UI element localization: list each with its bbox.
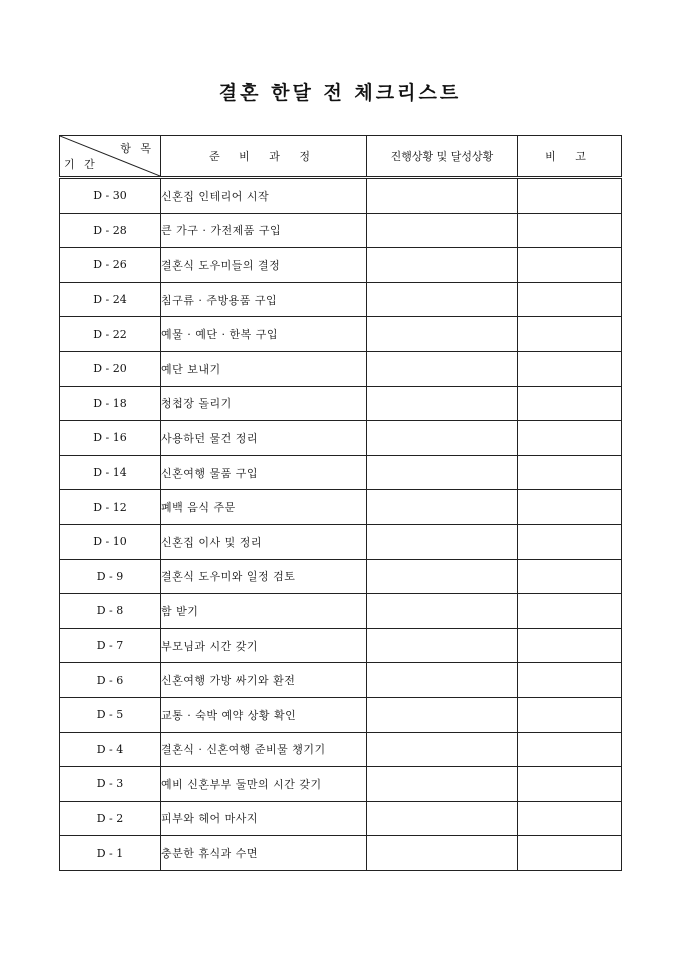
table-row [60,282,622,317]
table-row [60,767,622,802]
day-cell: D - 30 [60,178,161,214]
header-period-label: 기 간 [64,158,98,171]
day-cell: D - 20 [60,351,161,386]
remarks-cell[interactable] [518,213,622,248]
page-title: 결혼 한달 전 체크리스트 [218,82,462,104]
remarks-cell[interactable] [518,317,622,352]
progress-cell[interactable] [367,455,518,490]
day-cell: D - 2 [60,801,161,836]
day-cell: D - 1 [60,836,161,871]
table-row [60,559,622,594]
progress-cell[interactable] [367,213,518,248]
task-cell: 큰 가구 · 가전제품 구입 [161,213,367,248]
progress-cell[interactable] [367,490,518,525]
task-cell: 신혼여행 물품 구입 [161,455,367,490]
day-cell: D - 12 [60,490,161,525]
progress-cell[interactable] [367,421,518,456]
task-cell: 결혼식 도우미들의 결정 [161,248,367,283]
header-diagonal-cell [60,136,161,178]
progress-cell[interactable] [367,594,518,629]
task-cell: 충분한 휴식과 수면 [161,836,367,871]
day-cell: D - 4 [60,732,161,767]
table-row [60,248,622,283]
table-row [60,351,622,386]
task-cell: 사용하던 물건 정리 [161,421,367,456]
remarks-cell[interactable] [518,559,622,594]
table-row [60,628,622,663]
remarks-cell[interactable] [518,351,622,386]
progress-cell[interactable] [367,524,518,559]
progress-cell[interactable] [367,178,518,214]
day-cell: D - 5 [60,697,161,732]
remarks-cell[interactable] [518,767,622,802]
table-row [60,836,622,871]
remarks-cell[interactable] [518,836,622,871]
day-cell: D - 24 [60,282,161,317]
task-cell: 침구류 · 주방용품 구입 [161,282,367,317]
task-cell: 예단 보내기 [161,351,367,386]
task-cell: 청첩장 돌리기 [161,386,367,421]
day-cell: D - 6 [60,663,161,698]
task-cell: 결혼식 도우미와 일정 검토 [161,559,367,594]
progress-cell[interactable] [367,767,518,802]
progress-cell[interactable] [367,801,518,836]
table-row [60,178,622,214]
table-row [60,732,622,767]
table-row [60,455,622,490]
header-preparation: 준 비 과 정 [161,136,367,178]
progress-cell[interactable] [367,386,518,421]
progress-cell[interactable] [367,559,518,594]
remarks-cell[interactable] [518,248,622,283]
remarks-cell[interactable] [518,421,622,456]
table-row [60,213,622,248]
progress-cell[interactable] [367,732,518,767]
remarks-cell[interactable] [518,178,622,214]
day-cell: D - 28 [60,213,161,248]
remarks-cell[interactable] [518,801,622,836]
task-cell: 교통 · 숙박 예약 상황 확인 [161,697,367,732]
table-row [60,524,622,559]
progress-cell[interactable] [367,317,518,352]
task-cell: 피부와 헤어 마사지 [161,801,367,836]
remarks-cell[interactable] [518,663,622,698]
table-row [60,663,622,698]
table-row [60,490,622,525]
progress-cell[interactable] [367,628,518,663]
header-progress: 진행상황 및 달성상황 [367,136,518,178]
progress-cell[interactable] [367,248,518,283]
header-remarks: 비 고 [518,136,622,178]
table-row [60,386,622,421]
remarks-cell[interactable] [518,455,622,490]
day-cell: D - 14 [60,455,161,490]
progress-cell[interactable] [367,282,518,317]
task-cell: 신혼여행 가방 싸기와 환전 [161,663,367,698]
table-row [60,594,622,629]
day-cell: D - 22 [60,317,161,352]
task-cell: 부모님과 시간 갖기 [161,628,367,663]
task-cell: 폐백 음식 주문 [161,490,367,525]
day-cell: D - 3 [60,767,161,802]
remarks-cell[interactable] [518,697,622,732]
table-row [60,317,622,352]
remarks-cell[interactable] [518,524,622,559]
remarks-cell[interactable] [518,386,622,421]
progress-cell[interactable] [367,836,518,871]
header-row [60,136,622,178]
day-cell: D - 10 [60,524,161,559]
day-cell: D - 9 [60,559,161,594]
progress-cell[interactable] [367,351,518,386]
checklist-table [59,135,622,871]
progress-cell[interactable] [367,697,518,732]
day-cell: D - 26 [60,248,161,283]
remarks-cell[interactable] [518,490,622,525]
task-cell: 신혼집 이사 및 정리 [161,524,367,559]
task-cell: 예물 · 예단 · 한복 구입 [161,317,367,352]
table-row [60,801,622,836]
remarks-cell[interactable] [518,628,622,663]
day-cell: D - 18 [60,386,161,421]
remarks-cell[interactable] [518,282,622,317]
remarks-cell[interactable] [518,732,622,767]
day-cell: D - 8 [60,594,161,629]
task-cell: 결혼식 · 신혼여행 준비물 챙기기 [161,732,367,767]
day-cell: D - 7 [60,628,161,663]
task-cell: 신혼집 인테리어 시작 [161,178,367,214]
header-items-label: 항 목 [120,142,154,155]
table-row [60,421,622,456]
task-cell: 함 받기 [161,594,367,629]
day-cell: D - 16 [60,421,161,456]
task-cell: 예비 신혼부부 둘만의 시간 갖기 [161,767,367,802]
table-row [60,697,622,732]
progress-cell[interactable] [367,663,518,698]
remarks-cell[interactable] [518,594,622,629]
